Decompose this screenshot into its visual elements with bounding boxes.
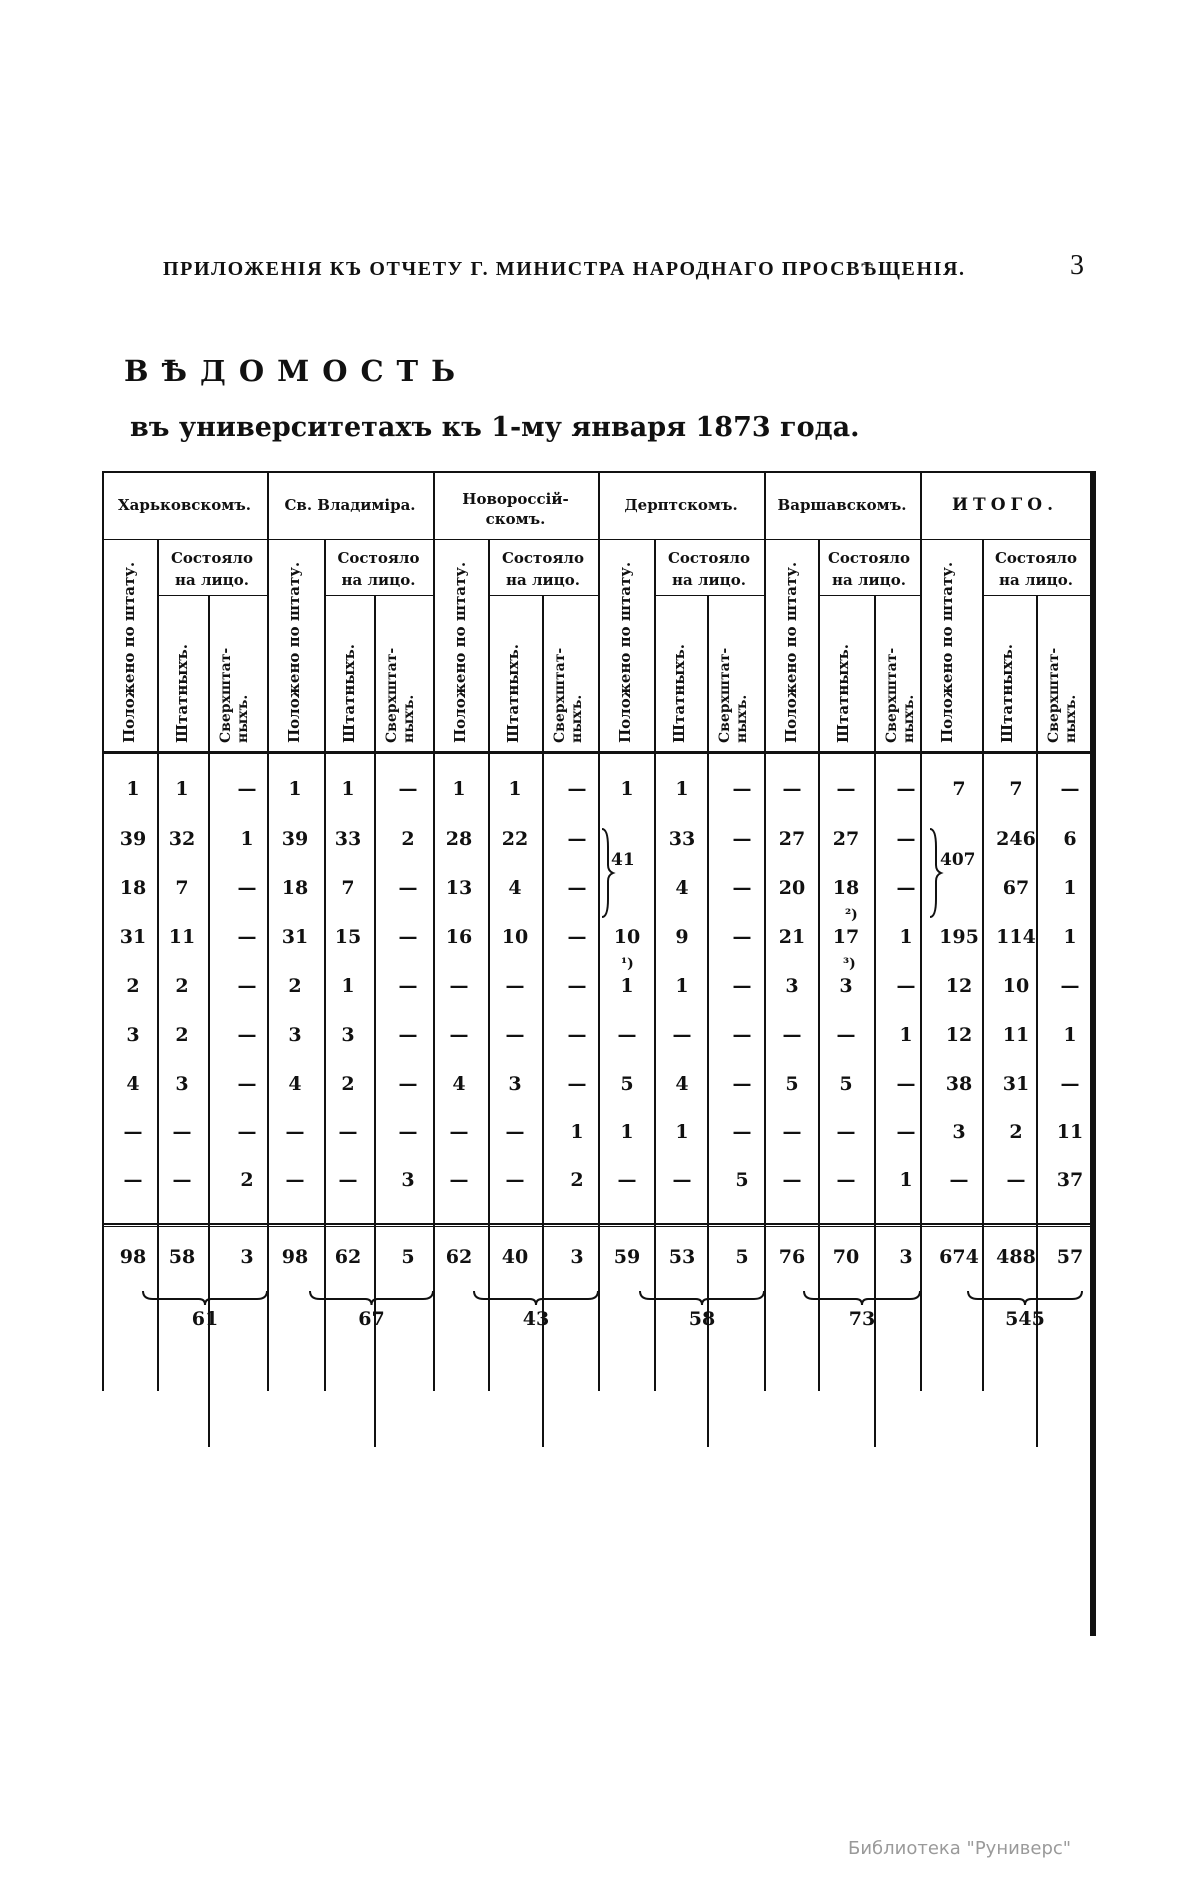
allotted-label: Положено по штату. bbox=[120, 561, 138, 743]
table-cell: 1 bbox=[288, 778, 302, 800]
table-cell: 1 bbox=[675, 778, 689, 800]
table-cell: 1 bbox=[899, 926, 913, 948]
table-cell: — bbox=[732, 1073, 752, 1095]
table-cell: — bbox=[836, 778, 856, 800]
table-cell: 246 bbox=[996, 828, 1036, 850]
table-cell: — bbox=[237, 1024, 257, 1046]
present-group-label: Состояло на лицо. bbox=[501, 549, 585, 589]
table-cell: — bbox=[449, 1169, 469, 1191]
table-cell: 28 bbox=[445, 828, 473, 850]
present-sum: 61 bbox=[191, 1308, 219, 1330]
table-cell: 9 bbox=[675, 926, 689, 948]
table-cell: 3 bbox=[126, 1024, 140, 1046]
total-cell: 57 bbox=[1056, 1246, 1084, 1268]
page-number: 3 bbox=[1070, 250, 1084, 281]
group-divider bbox=[764, 471, 766, 1391]
table-cell: — bbox=[237, 877, 257, 899]
table-cell: 4 bbox=[508, 877, 522, 899]
university-name: Харьковскомъ. bbox=[117, 496, 251, 514]
present-sum: 58 bbox=[688, 1308, 716, 1330]
table-cell: — bbox=[567, 828, 587, 850]
present-sum: 67 bbox=[358, 1308, 385, 1330]
table-cell: — bbox=[836, 1121, 856, 1143]
table-cell: 22 bbox=[501, 828, 529, 850]
subheader-rule bbox=[818, 595, 920, 596]
table-cell: 1 bbox=[452, 778, 466, 800]
table-cell: 31 bbox=[119, 926, 147, 948]
table-cell: 2 bbox=[401, 828, 415, 850]
table-cell: 11 bbox=[1056, 1121, 1084, 1143]
footnote-mark: ³) bbox=[843, 956, 856, 972]
table-cell: 37 bbox=[1056, 1169, 1084, 1191]
subheader-rule bbox=[157, 595, 267, 596]
table-cell: 27 bbox=[832, 828, 860, 850]
table-cell: — bbox=[449, 975, 469, 997]
header-rule bbox=[433, 539, 598, 540]
column-divider bbox=[982, 539, 984, 1391]
table-cell: 2 bbox=[126, 975, 140, 997]
allotted-label: Положено по штату. bbox=[616, 561, 634, 743]
allotted-label: Положено по штату. bbox=[451, 561, 469, 743]
table-cell: 6 bbox=[1063, 828, 1077, 850]
table-cell: — bbox=[398, 1024, 418, 1046]
dorpat-combined-value: 41 bbox=[611, 850, 635, 870]
table-cell: 12 bbox=[945, 975, 973, 997]
table-cell: — bbox=[505, 1024, 525, 1046]
table-cell: 2 bbox=[1009, 1121, 1023, 1143]
table-cell: — bbox=[896, 1121, 916, 1143]
table-cell: 11 bbox=[168, 926, 196, 948]
table-cell: — bbox=[398, 975, 418, 997]
table-cell: — bbox=[1006, 1169, 1026, 1191]
table-cell: 39 bbox=[119, 828, 147, 850]
present-group-label: Состояло на лицо. bbox=[827, 549, 911, 589]
table-cell: 2 bbox=[175, 1024, 189, 1046]
group-divider bbox=[598, 471, 600, 1391]
table-cell: — bbox=[567, 1024, 587, 1046]
total-cell: 5 bbox=[735, 1246, 749, 1268]
table-cell: 10 bbox=[1002, 975, 1030, 997]
table-cell: 1 bbox=[341, 975, 355, 997]
table-cell: 2 bbox=[240, 1169, 254, 1191]
table-cell: 2 bbox=[570, 1169, 584, 1191]
table-cell: 31 bbox=[281, 926, 309, 948]
table-cell: 5 bbox=[785, 1073, 799, 1095]
table-cell: — bbox=[237, 778, 257, 800]
table-cell: 7 bbox=[175, 877, 189, 899]
table-cell: 20 bbox=[778, 877, 806, 899]
regular-label: Штатныхъ. bbox=[834, 643, 852, 743]
university-name: ИТОГО. bbox=[952, 495, 1058, 515]
present-sum: 73 bbox=[848, 1308, 876, 1330]
table-cell: 7 bbox=[1009, 778, 1023, 800]
header-bottom-rule bbox=[102, 751, 1092, 754]
table-cell: 27 bbox=[778, 828, 806, 850]
table-cell: — bbox=[896, 778, 916, 800]
right-brace bbox=[928, 827, 944, 921]
supernumerary-label: Сверхштат-ныхъ. bbox=[1046, 647, 1079, 743]
table-cell: — bbox=[237, 1073, 257, 1095]
column-divider bbox=[488, 539, 490, 1391]
table-cell: — bbox=[398, 778, 418, 800]
table-cell: — bbox=[449, 1121, 469, 1143]
table-cell: 39 bbox=[281, 828, 309, 850]
table-cell: 3 bbox=[175, 1073, 189, 1095]
group-divider bbox=[267, 471, 269, 1391]
table-cell: 1 bbox=[620, 1121, 634, 1143]
column-divider bbox=[818, 539, 820, 1391]
table-cell: 2 bbox=[175, 975, 189, 997]
total-cell: 3 bbox=[570, 1246, 584, 1268]
table-cell: 1 bbox=[675, 1121, 689, 1143]
table-cell: 31 bbox=[1002, 1073, 1030, 1095]
header-rule bbox=[267, 539, 433, 540]
table-cell: 1 bbox=[1063, 926, 1077, 948]
present-group-label: Состояло на лицо. bbox=[667, 549, 751, 589]
under-brace bbox=[966, 1289, 1084, 1309]
table-cell: — bbox=[732, 828, 752, 850]
table-cell: 11 bbox=[1002, 1024, 1030, 1046]
total-cell: 58 bbox=[168, 1246, 196, 1268]
table-cell: — bbox=[896, 877, 916, 899]
table-cell: — bbox=[732, 778, 752, 800]
table-cell: 13 bbox=[445, 877, 473, 899]
supernumerary-label: Сверхштат-ныхъ. bbox=[218, 647, 251, 743]
total-combined-value: 407 bbox=[940, 850, 976, 870]
table-cell: — bbox=[237, 926, 257, 948]
table-cell: 21 bbox=[778, 926, 806, 948]
table-cell: 38 bbox=[945, 1073, 973, 1095]
total-cell: 3 bbox=[899, 1246, 913, 1268]
table-cell: 16 bbox=[445, 926, 473, 948]
table-cell: — bbox=[836, 1024, 856, 1046]
supernumerary-label: Сверхштат-ныхъ. bbox=[884, 647, 917, 743]
column-divider bbox=[324, 539, 326, 1391]
footnote-mark: ¹) bbox=[621, 956, 634, 972]
table-cell: — bbox=[237, 1121, 257, 1143]
group-divider bbox=[102, 471, 104, 1391]
table-cell: 10 bbox=[501, 926, 529, 948]
under-brace bbox=[802, 1289, 922, 1309]
table-cell: — bbox=[123, 1121, 143, 1143]
running-head: ПРИЛОЖЕНІЯ КЪ ОТЧЕТУ Г. МИНИСТРА НАРОДНАГО ПРОСВѢЩЕНІЯ. bbox=[163, 258, 966, 280]
table-cell: 1 bbox=[508, 778, 522, 800]
table-cell: — bbox=[782, 778, 802, 800]
table-cell: 3 bbox=[401, 1169, 415, 1191]
total-cell: 53 bbox=[668, 1246, 696, 1268]
table-cell: — bbox=[672, 1169, 692, 1191]
present-sum: 43 bbox=[522, 1308, 550, 1330]
table-cell: 33 bbox=[334, 828, 362, 850]
total-cell: 62 bbox=[334, 1246, 362, 1268]
table-cell: 4 bbox=[452, 1073, 466, 1095]
table-cell: 17 bbox=[832, 926, 860, 948]
table-cell: 1 bbox=[620, 975, 634, 997]
table-cell: 5 bbox=[620, 1073, 634, 1095]
present-group-label: Состояло на лицо. bbox=[337, 549, 420, 589]
table-cell: — bbox=[449, 1024, 469, 1046]
table-cell: 5 bbox=[839, 1073, 853, 1095]
under-brace bbox=[308, 1289, 435, 1309]
column-divider bbox=[654, 539, 656, 1391]
table-cell: — bbox=[1060, 975, 1080, 997]
table-cell: — bbox=[617, 1024, 637, 1046]
table-cell: — bbox=[732, 975, 752, 997]
table-cell: — bbox=[782, 1024, 802, 1046]
table-cell: — bbox=[1060, 1073, 1080, 1095]
table-cell: — bbox=[896, 828, 916, 850]
total-cell: 59 bbox=[613, 1246, 641, 1268]
totals-rule-top bbox=[102, 1223, 1092, 1225]
regular-label: Штатныхъ. bbox=[173, 643, 191, 743]
university-name: Дерптскомъ. bbox=[624, 496, 738, 514]
total-cell: 62 bbox=[445, 1246, 473, 1268]
column-divider bbox=[157, 539, 159, 1391]
table-cell: 3 bbox=[288, 1024, 302, 1046]
table-cell: — bbox=[567, 926, 587, 948]
table-cell: 4 bbox=[288, 1073, 302, 1095]
table-cell: 3 bbox=[785, 975, 799, 997]
table-cell: 12 bbox=[945, 1024, 973, 1046]
table-cell: — bbox=[732, 1121, 752, 1143]
table-cell: — bbox=[732, 926, 752, 948]
table-cell: 195 bbox=[939, 926, 979, 948]
table-cell: — bbox=[732, 1024, 752, 1046]
total-cell: 674 bbox=[939, 1246, 979, 1268]
allotted-label: Положено по штату. bbox=[782, 561, 800, 743]
total-cell: 3 bbox=[240, 1246, 254, 1268]
table-top-rule bbox=[102, 471, 1092, 473]
table-cell: — bbox=[123, 1169, 143, 1191]
total-cell: 40 bbox=[501, 1246, 529, 1268]
table-cell: — bbox=[285, 1169, 305, 1191]
regular-label: Штатныхъ. bbox=[670, 643, 688, 743]
regular-label: Штатныхъ. bbox=[340, 643, 358, 743]
table-cell: 3 bbox=[341, 1024, 355, 1046]
university-name: Варшавскомъ. bbox=[777, 496, 907, 514]
statistics-table bbox=[102, 471, 1094, 1391]
table-cell: 18 bbox=[281, 877, 309, 899]
table-cell: — bbox=[617, 1169, 637, 1191]
table-cell: 114 bbox=[996, 926, 1036, 948]
table-cell: 4 bbox=[675, 877, 689, 899]
table-cell: 3 bbox=[952, 1121, 966, 1143]
table-cell: 1 bbox=[899, 1169, 913, 1191]
table-cell: — bbox=[896, 975, 916, 997]
table-cell: — bbox=[505, 1121, 525, 1143]
table-cell: 1 bbox=[175, 778, 189, 800]
table-cell: 5 bbox=[735, 1169, 749, 1191]
table-cell: 3 bbox=[839, 975, 853, 997]
table-cell: — bbox=[398, 926, 418, 948]
under-brace bbox=[472, 1289, 600, 1309]
table-cell: — bbox=[285, 1121, 305, 1143]
present-sum: 545 bbox=[1005, 1308, 1045, 1330]
table-cell: — bbox=[836, 1169, 856, 1191]
subheader-rule bbox=[324, 595, 433, 596]
table-cell: — bbox=[338, 1121, 358, 1143]
table-cell: — bbox=[1060, 778, 1080, 800]
header-rule bbox=[764, 539, 920, 540]
table-cell: — bbox=[505, 975, 525, 997]
header-rule bbox=[598, 539, 764, 540]
table-cell: — bbox=[237, 975, 257, 997]
total-cell: 98 bbox=[119, 1246, 147, 1268]
table-cell: 3 bbox=[508, 1073, 522, 1095]
table-cell: — bbox=[505, 1169, 525, 1191]
regular-label: Штатныхъ. bbox=[998, 643, 1016, 743]
total-cell: 488 bbox=[996, 1246, 1036, 1268]
table-cell: 1 bbox=[899, 1024, 913, 1046]
allotted-label: Положено по штату. bbox=[285, 561, 303, 743]
table-cell: — bbox=[782, 1169, 802, 1191]
document-subtitle: въ университетахъ къ 1-му января 1873 года. bbox=[130, 412, 860, 443]
subheader-rule bbox=[654, 595, 764, 596]
table-cell: — bbox=[896, 1073, 916, 1095]
table-right-border bbox=[1090, 471, 1096, 1636]
table-cell: — bbox=[338, 1169, 358, 1191]
group-divider bbox=[433, 471, 435, 1391]
table-cell: — bbox=[398, 1073, 418, 1095]
table-cell: — bbox=[567, 975, 587, 997]
university-name: Новороссій-скомъ. bbox=[462, 490, 569, 528]
table-cell: — bbox=[172, 1121, 192, 1143]
table-cell: 15 bbox=[334, 926, 362, 948]
table-cell: — bbox=[567, 877, 587, 899]
table-cell: — bbox=[949, 1169, 969, 1191]
university-name: Св. Владиміра. bbox=[284, 496, 416, 514]
table-cell: 1 bbox=[570, 1121, 584, 1143]
supernumerary-label: Сверхштат-ныхъ. bbox=[384, 647, 417, 743]
table-cell: 1 bbox=[1063, 877, 1077, 899]
table-cell: 2 bbox=[341, 1073, 355, 1095]
regular-label: Штатныхъ. bbox=[504, 643, 522, 743]
table-cell: 1 bbox=[1063, 1024, 1077, 1046]
allotted-label: Положено по штату. bbox=[938, 561, 956, 743]
table-cell: 18 bbox=[832, 877, 860, 899]
right-brace bbox=[600, 827, 616, 921]
header-rule bbox=[920, 539, 1090, 540]
table-cell: 7 bbox=[952, 778, 966, 800]
total-cell: 98 bbox=[281, 1246, 309, 1268]
table-cell: — bbox=[567, 1073, 587, 1095]
table-cell: 7 bbox=[341, 877, 355, 899]
under-brace bbox=[638, 1289, 766, 1309]
supernumerary-label: Сверхштат-ныхъ. bbox=[717, 647, 750, 743]
table-cell: 2 bbox=[288, 975, 302, 997]
table-cell: 4 bbox=[126, 1073, 140, 1095]
table-cell: — bbox=[172, 1169, 192, 1191]
table-cell: 4 bbox=[675, 1073, 689, 1095]
table-cell: 18 bbox=[119, 877, 147, 899]
present-group-label: Состояло на лицо. bbox=[170, 549, 254, 589]
table-cell: — bbox=[567, 778, 587, 800]
header-rule bbox=[102, 539, 267, 540]
under-brace bbox=[141, 1289, 269, 1309]
total-cell: 76 bbox=[778, 1246, 806, 1268]
table-cell: 32 bbox=[168, 828, 196, 850]
table-cell: 1 bbox=[126, 778, 140, 800]
table-cell: 1 bbox=[675, 975, 689, 997]
present-group-label: Состояло на лицо. bbox=[994, 549, 1078, 589]
table-cell: 1 bbox=[620, 778, 634, 800]
footnote-mark: ²) bbox=[845, 907, 858, 923]
document-title: ВѢДОМОСТЬ bbox=[124, 354, 469, 388]
table-cell: 1 bbox=[240, 828, 254, 850]
table-cell: — bbox=[398, 877, 418, 899]
total-cell: 70 bbox=[832, 1246, 860, 1268]
table-cell: — bbox=[782, 1121, 802, 1143]
supernumerary-label: Сверхштат-ныхъ. bbox=[552, 647, 585, 743]
table-cell: 1 bbox=[341, 778, 355, 800]
table-cell: — bbox=[398, 1121, 418, 1143]
totals-rule-bottom bbox=[102, 1226, 1092, 1227]
table-cell: — bbox=[672, 1024, 692, 1046]
table-cell: — bbox=[732, 877, 752, 899]
footer-credit: Библиотека "Руниверс" bbox=[848, 1838, 1072, 1859]
table-cell: 33 bbox=[668, 828, 696, 850]
table-cell: 67 bbox=[1002, 877, 1030, 899]
total-cell: 5 bbox=[401, 1246, 415, 1268]
table-cell: 10 bbox=[613, 926, 641, 948]
